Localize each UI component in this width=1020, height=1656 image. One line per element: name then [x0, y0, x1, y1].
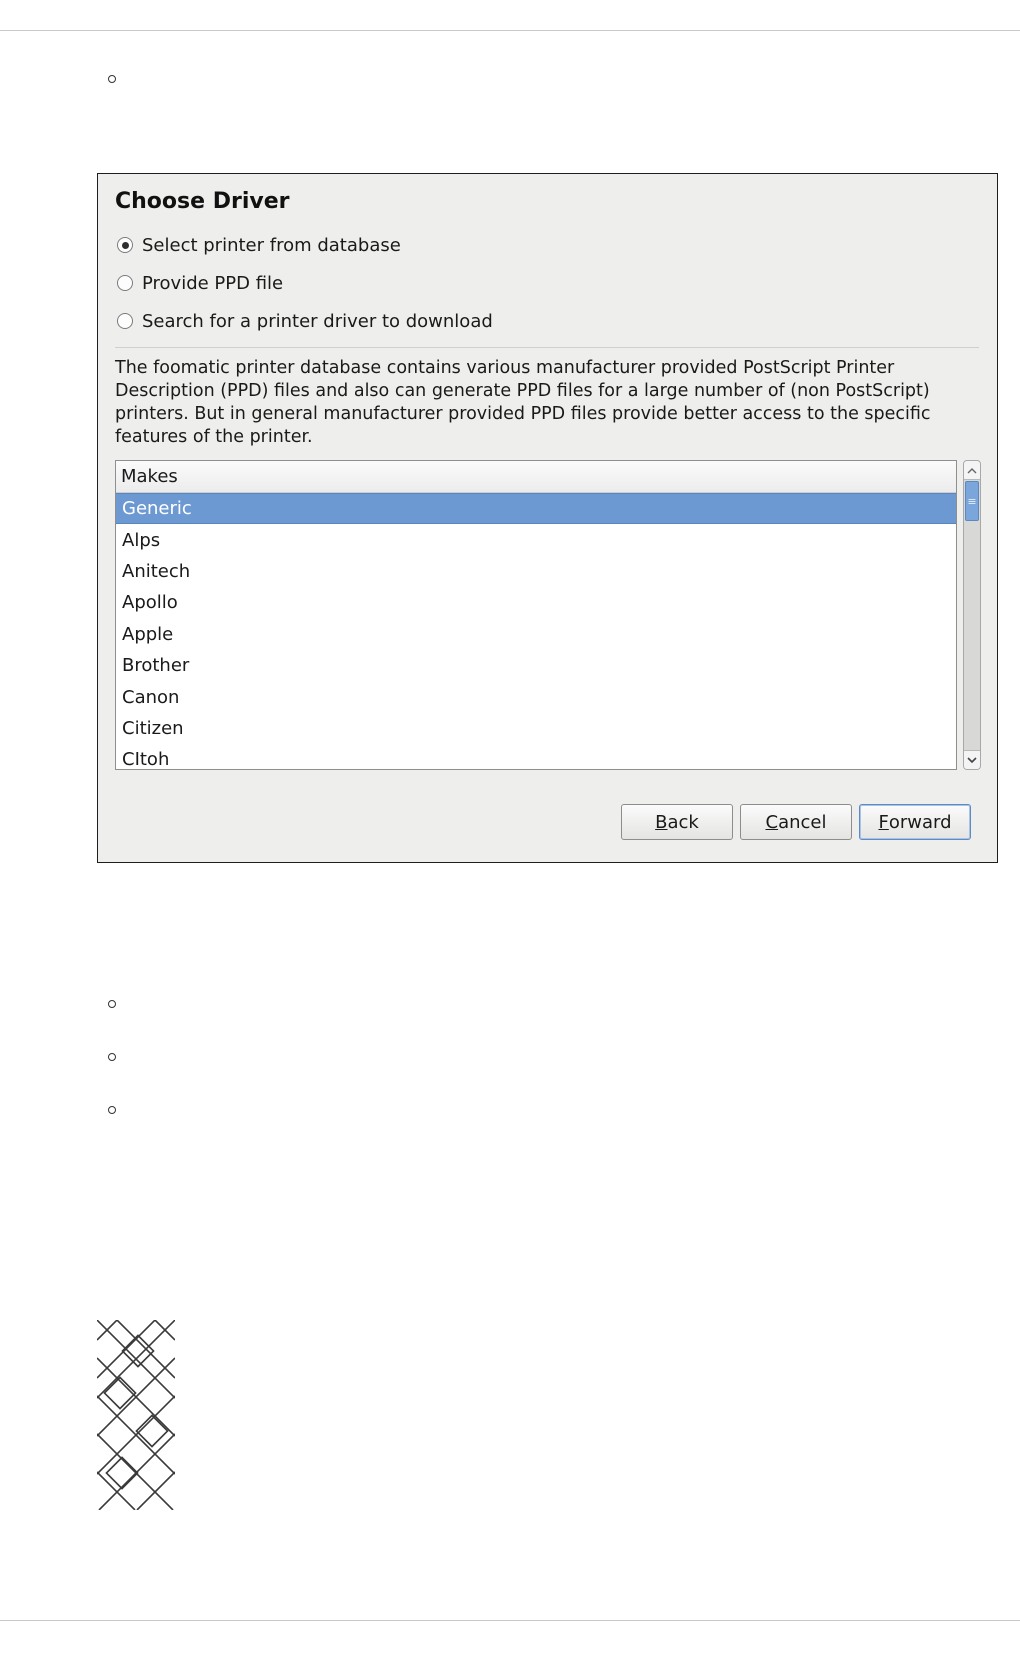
- description-text: The foomatic printer database contains various manufacturer provided PostScript Printer Description (PPD) files and also can generate PPD files for a large number of (non PostScript) printers. But in general manufacturer provided PPD files provide better access to the specific features of the printer.: [115, 358, 931, 447]
- forward-mnemonic: F: [878, 811, 889, 833]
- list-item-apple[interactable]: Apple: [122, 623, 174, 645]
- cancel-mnemonic: C: [765, 811, 779, 833]
- back-button[interactable]: [621, 804, 733, 840]
- list-bullet-icon: [108, 1106, 116, 1114]
- forward-label-rest: orward: [888, 811, 952, 833]
- option-provide-ppd-file[interactable]: [117, 271, 283, 295]
- choose-driver-dialog: [97, 173, 998, 863]
- radio-button-icon[interactable]: [117, 275, 133, 291]
- dialog-title: Choose Driver: [115, 189, 290, 214]
- list-bullet-icon: [108, 75, 116, 83]
- list-item-apollo[interactable]: Apollo: [122, 592, 178, 614]
- list-item-anitech[interactable]: Anitech: [122, 560, 191, 582]
- cancel-button[interactable]: [740, 804, 852, 840]
- list-item-alps[interactable]: Alps: [122, 529, 161, 551]
- makes-list[interactable]: [115, 460, 957, 770]
- forward-button[interactable]: [859, 804, 971, 840]
- radio-button-icon[interactable]: [117, 313, 133, 329]
- back-label-rest: ack: [667, 811, 699, 833]
- list-column-header[interactable]: Makes: [116, 461, 956, 493]
- separator: [115, 347, 979, 348]
- list-scrollbar[interactable]: [963, 460, 981, 770]
- option-label: Select printer from database: [142, 234, 401, 256]
- option-label: Provide PPD file: [142, 272, 284, 294]
- diamond-lattice-logo-icon: [97, 1320, 175, 1510]
- back-mnemonic: B: [655, 811, 668, 833]
- cancel-label-rest: ancel: [778, 811, 827, 833]
- chevron-down-icon[interactable]: [964, 750, 980, 769]
- option-label: Search for a printer driver to download: [142, 310, 493, 332]
- radio-button-checked-icon[interactable]: [117, 237, 133, 253]
- list-item-citizen[interactable]: Citizen: [122, 717, 184, 739]
- top-rule: [0, 30, 1020, 31]
- list-item-brother[interactable]: Brother: [122, 655, 190, 677]
- option-select-from-database[interactable]: [117, 233, 401, 257]
- list-item-canon[interactable]: Canon: [122, 686, 180, 708]
- list-item-generic[interactable]: Generic: [116, 493, 956, 524]
- bottom-rule: [0, 1620, 1020, 1621]
- list-bullet-icon: [108, 1053, 116, 1061]
- chevron-up-icon[interactable]: [964, 461, 980, 480]
- scrollbar-thumb[interactable]: ≡: [965, 481, 979, 521]
- list-item-citoh[interactable]: CItoh: [122, 749, 170, 770]
- list-bullet-icon: [108, 1000, 116, 1008]
- option-search-driver-download[interactable]: [117, 309, 493, 333]
